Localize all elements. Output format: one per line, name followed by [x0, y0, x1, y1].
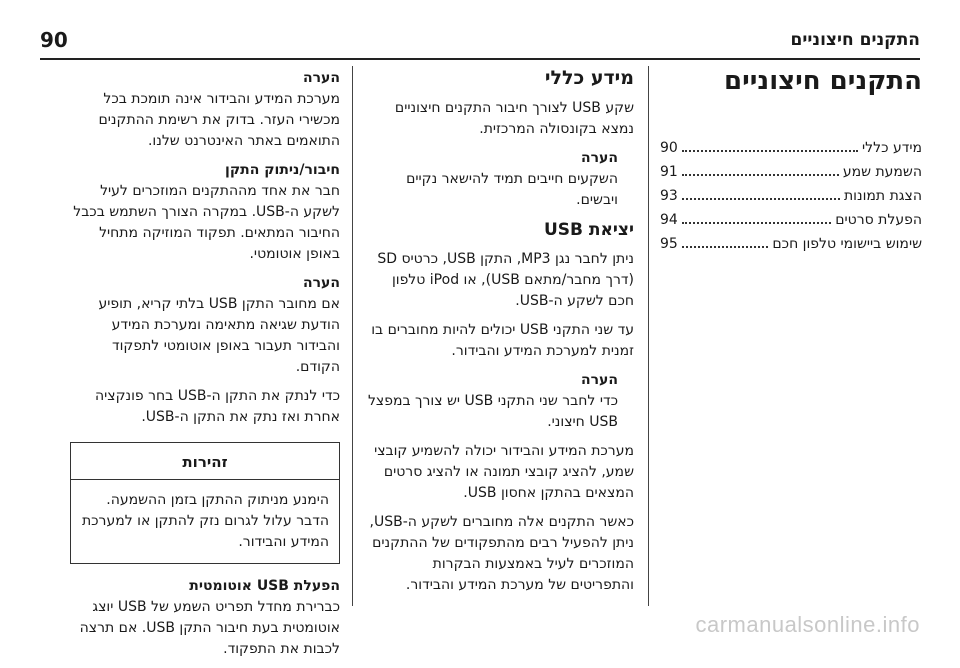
usb-paragraph: עד שני התקני USB יכולים להיות מחוברים בו זמנית למערכת המידע והבידור.	[371, 322, 634, 359]
toc-page: 93	[660, 188, 678, 204]
connect-paragraph: חבר את אחד מההתקנים המוזכרים לעיל לשקע ה-USB. במקרה הצורך השתמש בכבל החיבור המתאים. תפקוד המוזיקה מתחיל באופן אוטומטי.	[73, 183, 340, 262]
table-of-contents	[660, 136, 922, 256]
chapter-title: התקנים חיצוניים	[724, 66, 922, 96]
note-label: הערה	[581, 150, 618, 166]
warning-text: הימנע מניתוק ההתקן בזמן ההשמעה. הדבר עלול לגרום נזק להתקן או למערכת המידע והבידור.	[81, 492, 329, 550]
toc-entry[interactable]	[660, 160, 922, 184]
toc-label: שימוש ביישומי טלפון חכם	[772, 236, 922, 252]
subheading-autostart: הפעלת USB אוטומטית	[189, 578, 340, 594]
note-text: השקעים חייבים תמיד להישאר נקיים ויבשים.	[406, 171, 618, 208]
toc-leader	[682, 222, 831, 224]
column-divider	[352, 66, 353, 606]
column-divider	[648, 66, 649, 606]
usb-paragraph: מערכת המידע והבידור יכולה להשמיע קובצי שמע, להציג קובצי תמונה או להציג סרטים המצאים בהתקן אחסון USB.	[374, 443, 634, 501]
header-title: התקנים חיצוניים	[790, 30, 920, 50]
toc-page: 91	[660, 164, 678, 180]
usb-paragraph: ניתן לחבר נגן MP3, התקן USB, כרטיס SD (דרך מחבר/מתאם USB), או iPod טלפון חכם לשקע ה-USB.	[377, 251, 634, 309]
toc-leader	[682, 198, 840, 200]
section-heading-general-info: מידע כללי	[544, 67, 634, 89]
toc-entry[interactable]	[660, 232, 922, 256]
note-label: הערה	[303, 70, 340, 86]
intro-paragraph: שקע USB לצורך חיבור התקנים חיצוניים נמצא בקונסולה המרכזית.	[394, 100, 634, 137]
autostart-paragraph: כברירת מחדל תפריט השמע של USB יוצג אוטומטית בעת חיבור התקן USB. אם תרצה לכבות את התפקוד.	[79, 599, 340, 657]
warning-box	[70, 442, 340, 564]
toc-leader	[682, 174, 839, 176]
warning-title: זהירות	[71, 443, 339, 480]
watermark: carmanualsonline.info	[695, 612, 920, 637]
note-label: הערה	[581, 372, 618, 388]
connection-column	[70, 66, 340, 668]
toc-entry[interactable]	[660, 208, 922, 232]
note-text: כדי לחבר שני התקני USB יש צורך במפצל USB חיצוני.	[367, 393, 618, 430]
toc-page: 94	[660, 212, 678, 228]
toc-label: הצגת תמונות	[843, 188, 922, 204]
toc-page: 90	[660, 140, 678, 156]
toc-entry[interactable]	[660, 136, 922, 160]
section-heading-usb-port: יציאת USB	[543, 220, 634, 240]
toc-leader	[682, 246, 769, 248]
disconnect-paragraph: כדי לנתק את התקן ה-USB בחר פונקציה אחרת ואז נתק את התקן ה-USB.	[94, 388, 340, 425]
toc-leader	[682, 150, 858, 152]
subheading-connect: חיבור/ניתוק התקן	[225, 162, 340, 178]
page-header	[40, 22, 920, 60]
usb-paragraph: כאשר התקנים אלה מחוברים לשקע ה-USB, ניתן להפעיל רבים מהתפקודים של ההתקנים המוזכרים לעיל באמצעות הבקרות והתפריטים של מערכת המידע והבידור.	[369, 514, 634, 593]
toc-column	[660, 66, 922, 256]
note-text: מערכת המידע והבידור אינה תומכת בכל מכשירי העזר. בדוק את רשימת ההתקנים התואמים באתר האינטרנט שלנו.	[98, 91, 340, 149]
toc-entry[interactable]	[660, 184, 922, 208]
toc-label: מידע כללי	[862, 140, 922, 156]
toc-label: הפעלת סרטים	[835, 212, 922, 228]
note-text: אם מחובר התקן USB בלתי קריא, תופיע הודעת שגיאה מתאימה ומערכת המידע והבידור תעבור באופן אוטומטי לתפקוד הקודם.	[98, 296, 340, 375]
general-info-column	[366, 66, 634, 604]
page-number: 90	[40, 28, 68, 52]
toc-page: 95	[660, 236, 678, 252]
toc-label: השמעת שמע	[842, 164, 922, 180]
note-label: הערה	[303, 275, 340, 291]
